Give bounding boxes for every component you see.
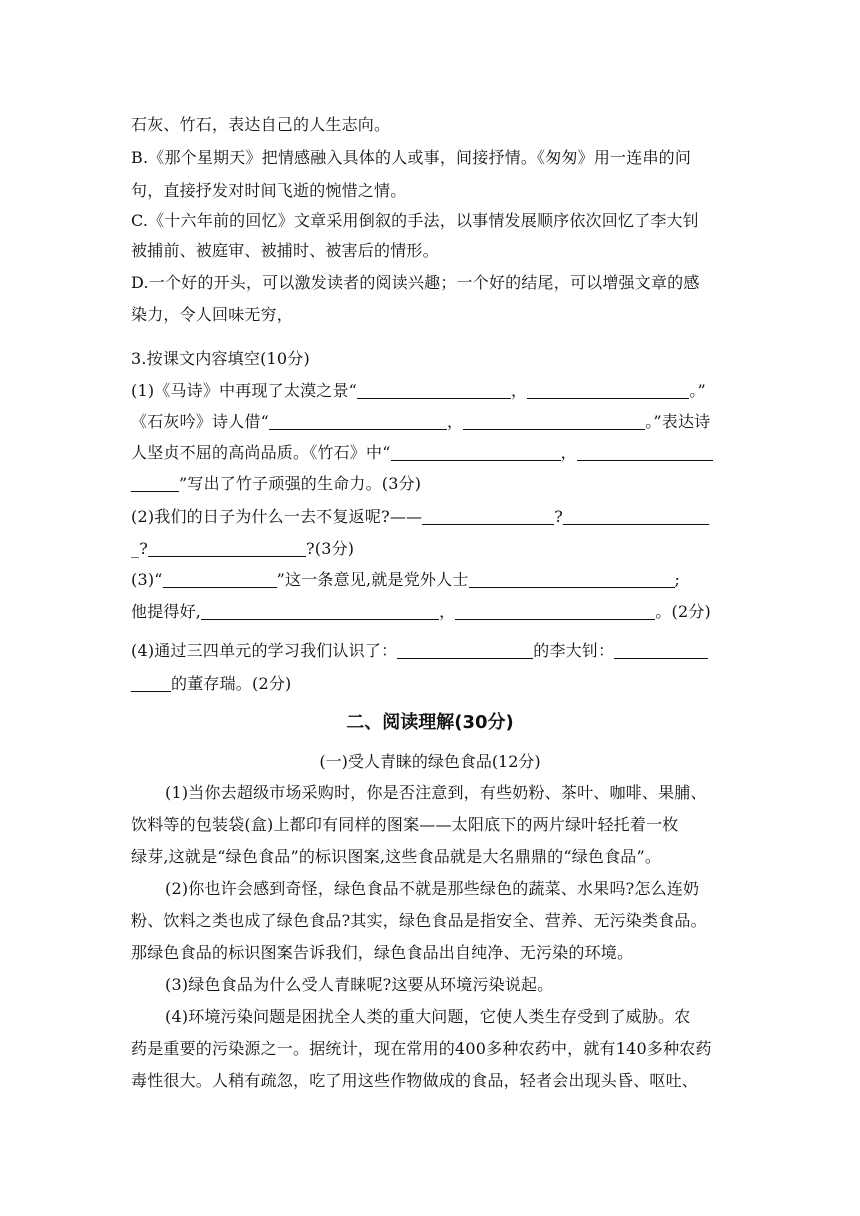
q3-text: 。” bbox=[689, 381, 706, 400]
answer-blank[interactable] bbox=[357, 382, 511, 399]
q3-text: ”写出了竹子顽强的生命力。(3分) bbox=[179, 474, 422, 493]
paragraph-line: 粉、饮料之类也成了绿色食品?其实，绿色食品是指安全、营养、无污染类食品。 bbox=[131, 911, 707, 930]
answer-blank[interactable] bbox=[201, 603, 439, 620]
q3-title: 3.按课文内容填空(10分) bbox=[131, 349, 310, 368]
section-heading: 二、阅读理解(30分) bbox=[346, 712, 514, 733]
q3-text: ， bbox=[446, 412, 464, 431]
paragraph-line: 绿芽,这就是“绿色食品”的标识图案,这些食品就是大名鼎鼎的“绿色食品”。 bbox=[131, 847, 662, 866]
option-b-line1: B.《那个星期天》把情感融入具体的人或事，间接抒情。《匆匆》用一连串的问 bbox=[131, 148, 692, 167]
q3-text: 人坚贞不屈的高尚品质。《竹石》中“ bbox=[131, 443, 391, 462]
answer-blank[interactable] bbox=[269, 413, 447, 430]
option-b-line2: 句，直接抒发对时间飞逝的惋惜之情。 bbox=[131, 181, 407, 200]
paragraph-line: 饮料等的包装袋(盒)上都印有同样的图案——太阳底下的两片绿叶轻托着一枚 bbox=[131, 815, 679, 834]
answer-blank[interactable] bbox=[527, 382, 689, 399]
paragraph-line: (2)你也许会感到奇怪，绿色食品不就是那些绿色的蔬菜、水果吗?怎么连奶 bbox=[165, 879, 700, 898]
answer-blank[interactable] bbox=[131, 475, 179, 492]
option-a-tail: 石灰、竹石，表达自己的人生志向。 bbox=[131, 115, 391, 134]
q3-text: ， bbox=[560, 443, 577, 462]
q3-text: ”这一条意见,就是党外人士 bbox=[276, 570, 469, 589]
answer-blank[interactable] bbox=[391, 444, 561, 461]
q3-text: (3)“ bbox=[131, 570, 163, 589]
q3-text: 他提得好, bbox=[131, 602, 202, 621]
paragraph-line: (1)当你去超级市场采购时，你是否注意到，有些奶粉、茶叶、咖啡、果脯、 bbox=[165, 783, 707, 802]
q3-text: 的董存瑞。(2分) bbox=[171, 674, 292, 693]
option-c-line1: C.《十六年前的回忆》文章采用倒叙的手法，以事情发展顺序依次回忆了李大钊 bbox=[131, 211, 699, 230]
q3-text: ， bbox=[511, 381, 528, 400]
q3-text: (2)我们的日子为什么一去不复返呢?—— bbox=[131, 507, 423, 526]
answer-blank[interactable] bbox=[148, 540, 306, 557]
q3-text: 《石灰吟》诗人借“ bbox=[131, 412, 269, 431]
option-c-line2: 被捕前、被庭审、被捕时、被害后的情形。 bbox=[131, 241, 439, 260]
passage-title: (一)受人青睐的绿色食品(12分) bbox=[319, 752, 541, 771]
paragraph-line: 药是重要的污染源之一。据统计，现在常用的400多种农药中，就有140多种农药 bbox=[131, 1039, 712, 1058]
q3-item3-line2 bbox=[131, 601, 731, 623]
paragraph-line: 那绿色食品的标识图案告诉我们，绿色食品出自纯净、无污染的环境。 bbox=[131, 943, 634, 962]
answer-blank[interactable] bbox=[463, 413, 645, 430]
paragraph-line: 毒性很大。人稍有疏忽，吃了用这些作物做成的食品，轻者会出现头昏、呕吐、 bbox=[131, 1071, 699, 1090]
q3-text: ?(3分) bbox=[305, 539, 355, 558]
answer-blank[interactable] bbox=[131, 675, 171, 692]
q3-item1-line3 bbox=[131, 442, 731, 464]
answer-blank[interactable] bbox=[577, 444, 713, 461]
option-d-line2: 染力，令人回味无穷， bbox=[131, 305, 294, 324]
q3-item2-line2 bbox=[131, 538, 731, 560]
q3-text: (1)《马诗》中再现了太漠之景“ bbox=[131, 381, 358, 400]
q3-text: ， bbox=[439, 602, 456, 621]
answer-blank[interactable] bbox=[422, 508, 554, 525]
q3-item1-line2 bbox=[131, 411, 731, 433]
q3-item3-line1 bbox=[131, 569, 731, 591]
answer-blank[interactable] bbox=[397, 642, 533, 659]
q3-text: (4)通过三四单元的学习我们认识了： bbox=[131, 641, 398, 660]
q3-item1-line4 bbox=[131, 473, 731, 495]
paragraph-line: (3)绿色食品为什么受人青睐呢?这要从环境污染说起。 bbox=[165, 975, 554, 994]
answer-blank[interactable] bbox=[163, 571, 277, 588]
q3-text: ? bbox=[554, 507, 564, 526]
q3-text: 。”表达诗 bbox=[645, 412, 711, 431]
option-d-line1: D.一个好的开头，可以激发读者的阅读兴趣；一个好的结尾，可以增强文章的感 bbox=[131, 273, 700, 292]
answer-blank[interactable] bbox=[563, 508, 709, 525]
answer-blank[interactable] bbox=[455, 603, 655, 620]
q3-text: 的李大钊： bbox=[533, 641, 615, 660]
q3-item1-line1 bbox=[131, 380, 731, 402]
answer-blank[interactable] bbox=[614, 642, 708, 659]
q3-text: ; bbox=[674, 570, 681, 589]
q3-text: _? bbox=[131, 539, 148, 558]
q3-item4-line2 bbox=[131, 673, 731, 695]
q3-item2-line1 bbox=[131, 506, 731, 528]
answer-blank[interactable] bbox=[469, 571, 675, 588]
paragraph-line: (4)环境污染问题是困扰全人类的重大问题，它使人类生存受到了威胁。农 bbox=[165, 1007, 691, 1026]
q3-item4-line1 bbox=[131, 640, 731, 662]
q3-text: 。(2分) bbox=[655, 602, 711, 621]
